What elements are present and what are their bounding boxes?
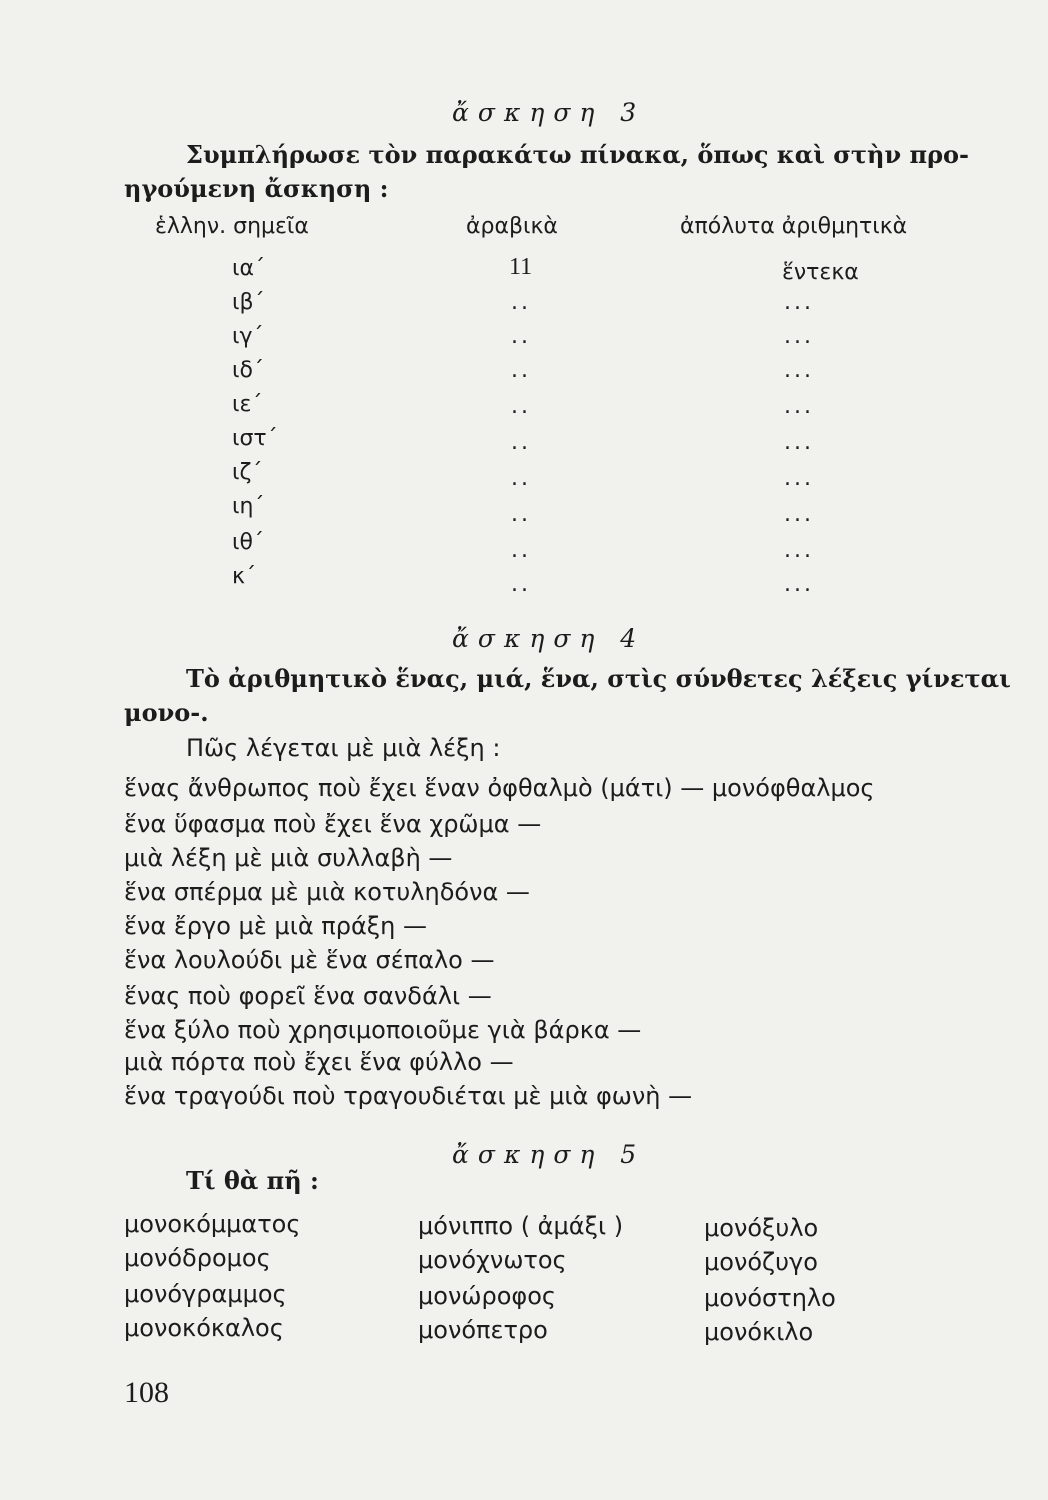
list-item: ἕνας ἄνθρωπος ποὺ ἔχει ἕναν ὀφθαλμὸ (μάτι) — μονόφθαλμος [124, 774, 875, 802]
table-header-greek: ἑλλην. σημεῖα [155, 214, 309, 239]
table-row-word: ... [784, 572, 814, 597]
exercise-3-instruction-line2: ηγούμενη ἄσκηση : [124, 174, 389, 203]
exercise-5-question: Τί θὰ πῆ : [186, 1166, 319, 1195]
table-row-word: ἕντεκα [782, 260, 859, 285]
table-row-arabic: .. [511, 466, 531, 491]
list-item: ἕνα ξύλο ποὺ χρησιμοποιοῦμε γιὰ βάρκα — [124, 1016, 642, 1044]
table-header-arabic: ἀραβικὰ [466, 214, 558, 239]
table-row-word: ... [784, 358, 814, 383]
word-item: μόνιππο ( ἀμάξι ) [418, 1212, 624, 1240]
table-row-arabic: .. [511, 430, 531, 455]
list-item: ἕνα ὕφασμα ποὺ ἔχει ἕνα χρῶμα — [124, 810, 542, 838]
table-row-arabic: .. [511, 290, 531, 315]
word-item: μονόστηλο [704, 1284, 836, 1312]
table-row-greek: ιζ΄ [232, 460, 263, 485]
exercise-4-question: Πῶς λέγεται μὲ μιὰ λέξη : [186, 734, 501, 762]
table-row-arabic: .. [511, 394, 531, 419]
list-item: ἕνας ποὺ φορεῖ ἕνα σανδάλι — [124, 982, 492, 1010]
table-row-greek: ια΄ [232, 256, 265, 281]
table-row-word: ... [784, 430, 814, 455]
word-item: μονοκόκαλος [124, 1314, 284, 1342]
exercise-4-intro-line1: Τὸ ἀριθμητικὸ ἕνας, μιά, ἕνα, στὶς σύνθετες λέξεις γίνεται [186, 664, 1011, 693]
list-item: μιὰ λέξη μὲ μιὰ συλλαβὴ — [124, 844, 453, 872]
exercise-5-title: ἄσκηση 5 [452, 1140, 646, 1169]
list-item: ἕνα ἔργο μὲ μιὰ πράξη — [124, 912, 427, 940]
word-item: μονώροφος [418, 1282, 556, 1310]
table-row-arabic: .. [511, 572, 531, 597]
list-item: μιὰ πόρτα ποὺ ἔχει ἕνα φύλλο — [124, 1048, 514, 1076]
exercise-3-title: ἄσκηση 3 [452, 98, 646, 127]
word-item: μονοκόμματος [124, 1210, 301, 1238]
table-row-word: ... [784, 538, 814, 563]
table-row-arabic: .. [511, 358, 531, 383]
list-item: ἕνα τραγούδι ποὺ τραγουδιέται μὲ μιὰ φωνὴ — [124, 1082, 693, 1110]
word-item: μονόγραμμος [124, 1280, 287, 1308]
exercise-3-instruction-line1: Συμπλήρωσε τὸν παρακάτω πίνακα, ὅπως καὶ στὴν προ- [186, 140, 970, 169]
table-row-word: ... [784, 324, 814, 349]
table-row-word: ... [784, 290, 814, 315]
table-row-word: ... [784, 502, 814, 527]
word-item: μονόπετρο [418, 1316, 548, 1344]
table-row-word: ... [784, 466, 814, 491]
word-item: μονόχνωτος [418, 1246, 567, 1274]
table-row-greek: ιη΄ [232, 494, 265, 519]
table-row-greek: ιε΄ [232, 392, 263, 417]
word-item: μονόζυγο [704, 1248, 818, 1276]
list-item: ἕνα σπέρμα μὲ μιὰ κοτυληδόνα — [124, 878, 530, 906]
table-header-word: ἀπόλυτα ἀριθμητικὰ [680, 214, 908, 239]
table-row-greek: ιθ΄ [232, 530, 264, 555]
table-row-greek: ιστ΄ [232, 426, 278, 451]
table-row-arabic: .. [511, 502, 531, 527]
word-item: μονόκιλο [704, 1318, 814, 1346]
exercise-4-title: ἄσκηση 4 [452, 624, 646, 653]
table-row-arabic: 11 [509, 254, 533, 280]
word-item: μονόξυλο [704, 1214, 819, 1242]
word-item: μονόδρομος [124, 1244, 271, 1272]
table-row-arabic: .. [511, 538, 531, 563]
table-row-greek: ιδ΄ [232, 358, 264, 383]
table-row-arabic: .. [511, 324, 531, 349]
table-row-greek: ιβ΄ [232, 290, 265, 315]
table-row-word: ... [784, 394, 814, 419]
page-number: 108 [124, 1376, 169, 1409]
table-row-greek: κ΄ [232, 564, 256, 589]
table-row-greek: ιγ΄ [232, 324, 264, 349]
exercise-4-intro-line2: μονο-. [124, 698, 209, 727]
list-item: ἕνα λουλούδι μὲ ἕνα σέπαλο — [124, 946, 495, 974]
